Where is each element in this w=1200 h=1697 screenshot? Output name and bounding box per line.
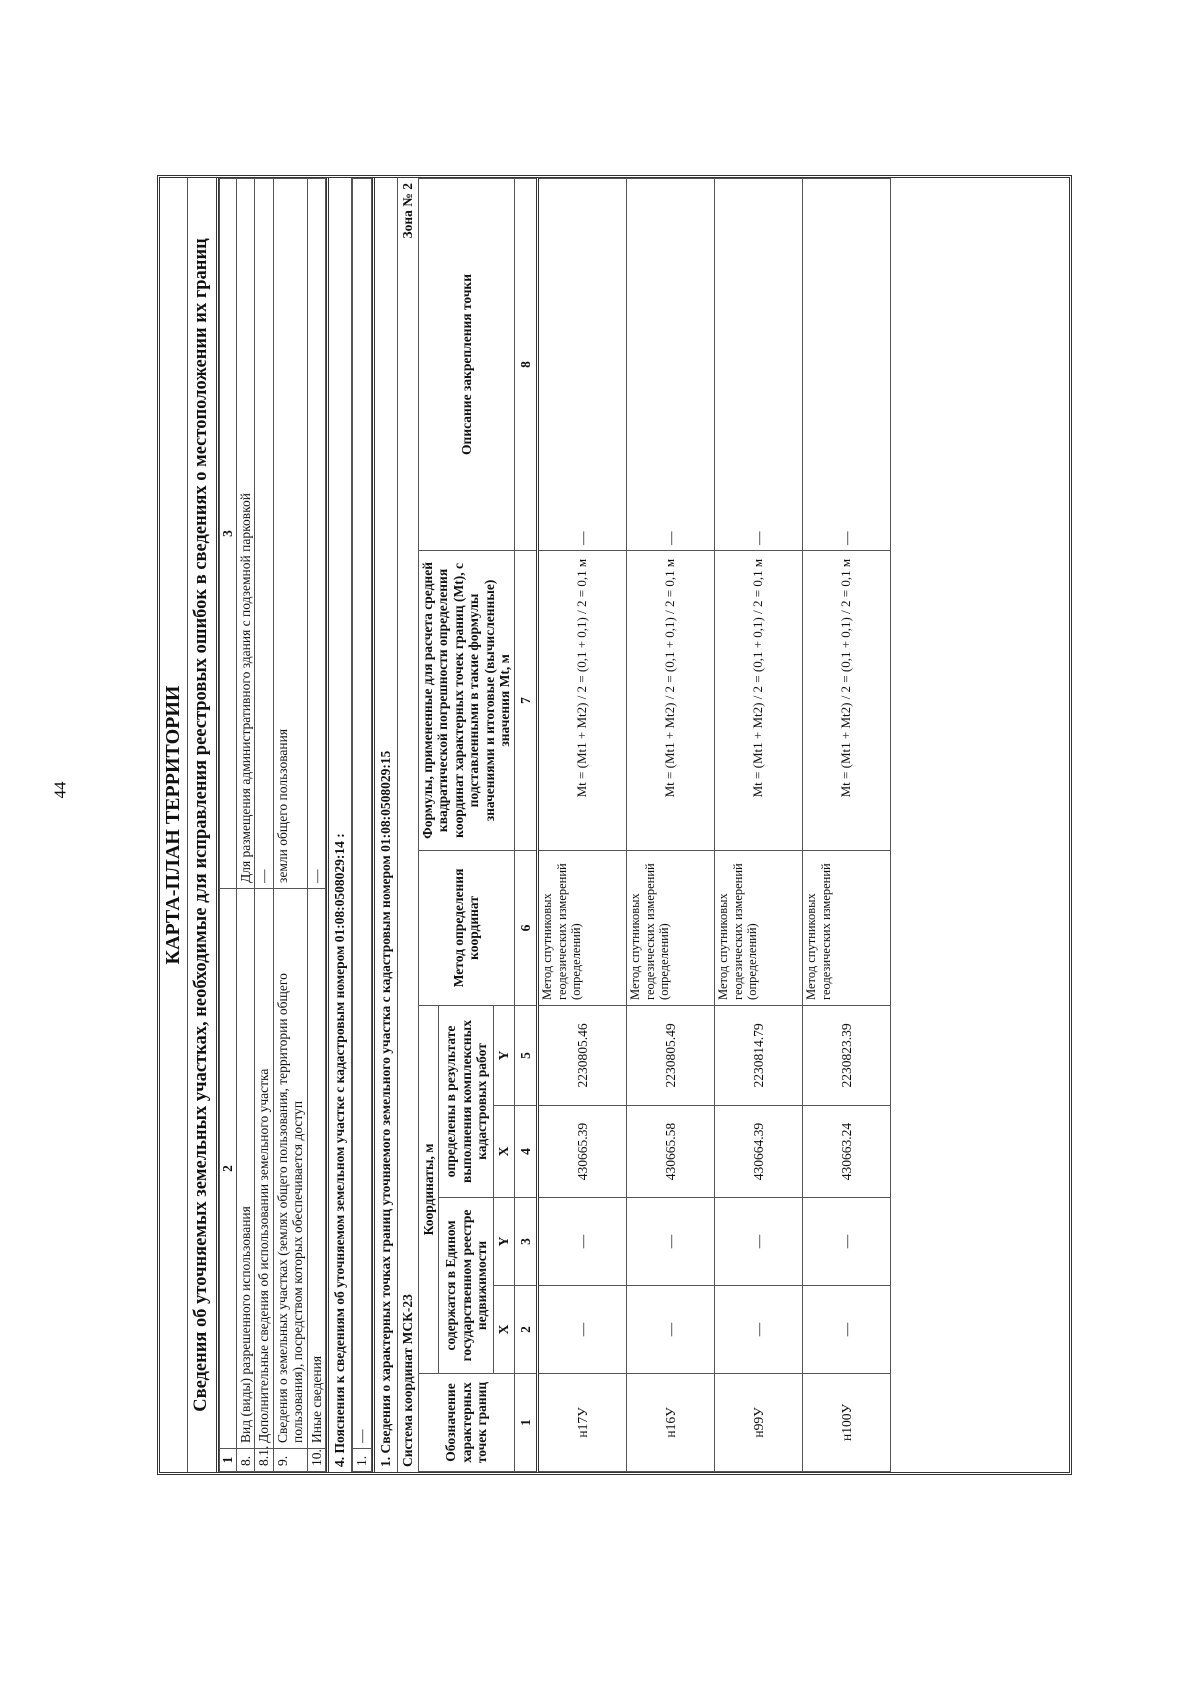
info-header-cell: 3 (220, 179, 237, 889)
point-fix: — (538, 179, 627, 551)
info-row (273, 179, 307, 1472)
point-row (803, 179, 891, 1472)
points-header-row (418, 179, 439, 1472)
info-row-name: Вид (виды) разрешенного использования (236, 889, 255, 1449)
col-point-header: Обозначение характерных точек границ (418, 1374, 514, 1472)
document-subtitle: Сведения об уточняемых земельных участках, необходимые для исправления реестровых ошибок в сведениях о местоположении их границ (188, 178, 219, 1472)
info-row-value: — (307, 179, 326, 889)
point-y-egrn: — (715, 1198, 803, 1286)
point-x: 430665.58 (627, 1106, 715, 1198)
column-number: 3 (514, 1198, 538, 1286)
point-fix: — (803, 179, 891, 551)
col-x-header: X (494, 1286, 515, 1374)
column-number-row (514, 179, 538, 1472)
column-number: 2 (514, 1286, 538, 1374)
col-fix-header: Описание закрепления точки (418, 179, 514, 551)
info-table (219, 178, 326, 1472)
point-y: 2230805.46 (538, 1005, 627, 1105)
point-method: Метод спутниковых геодезических измерений (определений) (627, 850, 715, 1005)
column-number: 4 (514, 1106, 538, 1198)
point-method: Метод спутниковых геодезических измерений (803, 850, 891, 1005)
point-x: 430665.39 (538, 1106, 627, 1198)
coord-system-line (398, 178, 418, 1472)
point-x: 430664.39 (715, 1106, 803, 1198)
point-x-egrn: — (538, 1286, 627, 1374)
point-formula: Mt = (Mt1 + Mt2) / 2 = (0,1 + 0,1) / 2 = 0,1 м (627, 550, 715, 850)
point-x: 430663.24 (803, 1106, 891, 1198)
point-fix: — (715, 179, 803, 551)
point-fix: — (627, 179, 715, 551)
info-row-number: 10. (307, 1449, 326, 1472)
point-name: н17У (538, 1374, 627, 1472)
document-sheet (157, 175, 1072, 1475)
info-row-number: 8.1. (255, 1449, 274, 1472)
point-y: 2230805.49 (627, 1005, 715, 1105)
col-formula-header: Формулы, примененные для расчета средней квадратической погрешности определения координат характерных точек границ (Mt), с подставленными в такие формулы значениями и итоговые (вычисленные) значения Mt, м (418, 550, 514, 850)
info-header-cell: 2 (220, 889, 237, 1449)
point-y-egrn: — (803, 1198, 891, 1286)
point-row (715, 179, 803, 1472)
point-y-egrn: — (538, 1198, 627, 1286)
col-y-header: Y (494, 1005, 515, 1105)
point-row (538, 179, 627, 1472)
info-row (236, 179, 255, 1472)
info-row-value: земли общего пользования (273, 179, 307, 889)
explanations-row-number: 1. (353, 1449, 372, 1472)
info-row-name: Иные сведения (307, 889, 326, 1449)
document-title: КАРТА-ПЛАН ТЕРРИТОРИИ (160, 178, 188, 1472)
points-section-title: 1. Сведения о характерных точках границ уточняемого земельного участка с кадастровым номером 01:08:0508029:15 (372, 178, 398, 1472)
point-formula: Mt = (Mt1 + Mt2) / 2 = (0,1 + 0,1) / 2 = 0,1 м (803, 550, 891, 850)
zone-label: Зона № 2 (399, 183, 415, 239)
point-x-egrn: — (715, 1286, 803, 1374)
col-x-header: X (494, 1106, 515, 1198)
point-name: н100У (803, 1374, 891, 1472)
info-row-number: 9. (273, 1449, 307, 1472)
point-formula: Mt = (Mt1 + Mt2) / 2 = (0,1 + 0,1) / 2 = 0,1 м (715, 550, 803, 850)
column-number: 8 (514, 179, 538, 551)
explanations-row (353, 179, 372, 1472)
column-number: 6 (514, 850, 538, 1005)
column-number: 7 (514, 550, 538, 850)
point-row (627, 179, 715, 1472)
point-x-egrn: — (627, 1286, 715, 1374)
col-egrn-header: содержатся в Едином государственном реестре недвижимости (439, 1198, 494, 1374)
info-row-name: Дополнительные сведения об использовании земельного участка (255, 889, 274, 1449)
coord-system: Система координат МСК-23 (399, 1294, 415, 1467)
col-coords-header: Координаты, м (418, 1005, 439, 1373)
info-row (255, 179, 274, 1472)
explanations-row-value: — (353, 179, 372, 1449)
points-table (418, 178, 892, 1472)
point-y: 2230823.39 (803, 1005, 891, 1105)
info-row-number: 8. (236, 1449, 255, 1472)
explanations-title: 4. Пояснения к сведениям об уточняемом земельном участке с кадастровым номером 01:08:0508029:14 : (326, 178, 352, 1472)
rotated-sheet (157, 175, 1072, 1475)
page-number: 44 (50, 781, 70, 799)
explanations-table (352, 178, 372, 1472)
point-x-egrn: — (803, 1286, 891, 1374)
point-y: 2230814.79 (715, 1005, 803, 1105)
col-method-header: Метод определения координат (418, 850, 514, 1005)
point-method: Метод спутниковых геодезических измерений (определений) (538, 850, 627, 1005)
point-name: н16У (627, 1374, 715, 1472)
point-name: н99У (715, 1374, 803, 1472)
info-row-name: Сведения о земельных участках (землях общего пользования, территории общего пользования), посредством которых обеспечивается доступ (273, 889, 307, 1449)
col-result-header: определены в результате выполнения комплексных кадастровых работ (439, 1005, 494, 1197)
column-number: 1 (514, 1374, 538, 1472)
point-y-egrn: — (627, 1198, 715, 1286)
info-header-cell: 1 (220, 1449, 237, 1472)
column-number: 5 (514, 1005, 538, 1105)
col-y-header: Y (494, 1198, 515, 1286)
info-table-header (220, 179, 237, 1472)
info-row-value: — (255, 179, 274, 889)
info-row (307, 179, 326, 1472)
point-method: Метод спутниковых геодезических измерений (определений) (715, 850, 803, 1005)
point-formula: Mt = (Mt1 + Mt2) / 2 = (0,1 + 0,1) / 2 = 0,1 м (538, 550, 627, 850)
info-row-value: Для размещения административного здания с подземной парковкой (236, 179, 255, 889)
